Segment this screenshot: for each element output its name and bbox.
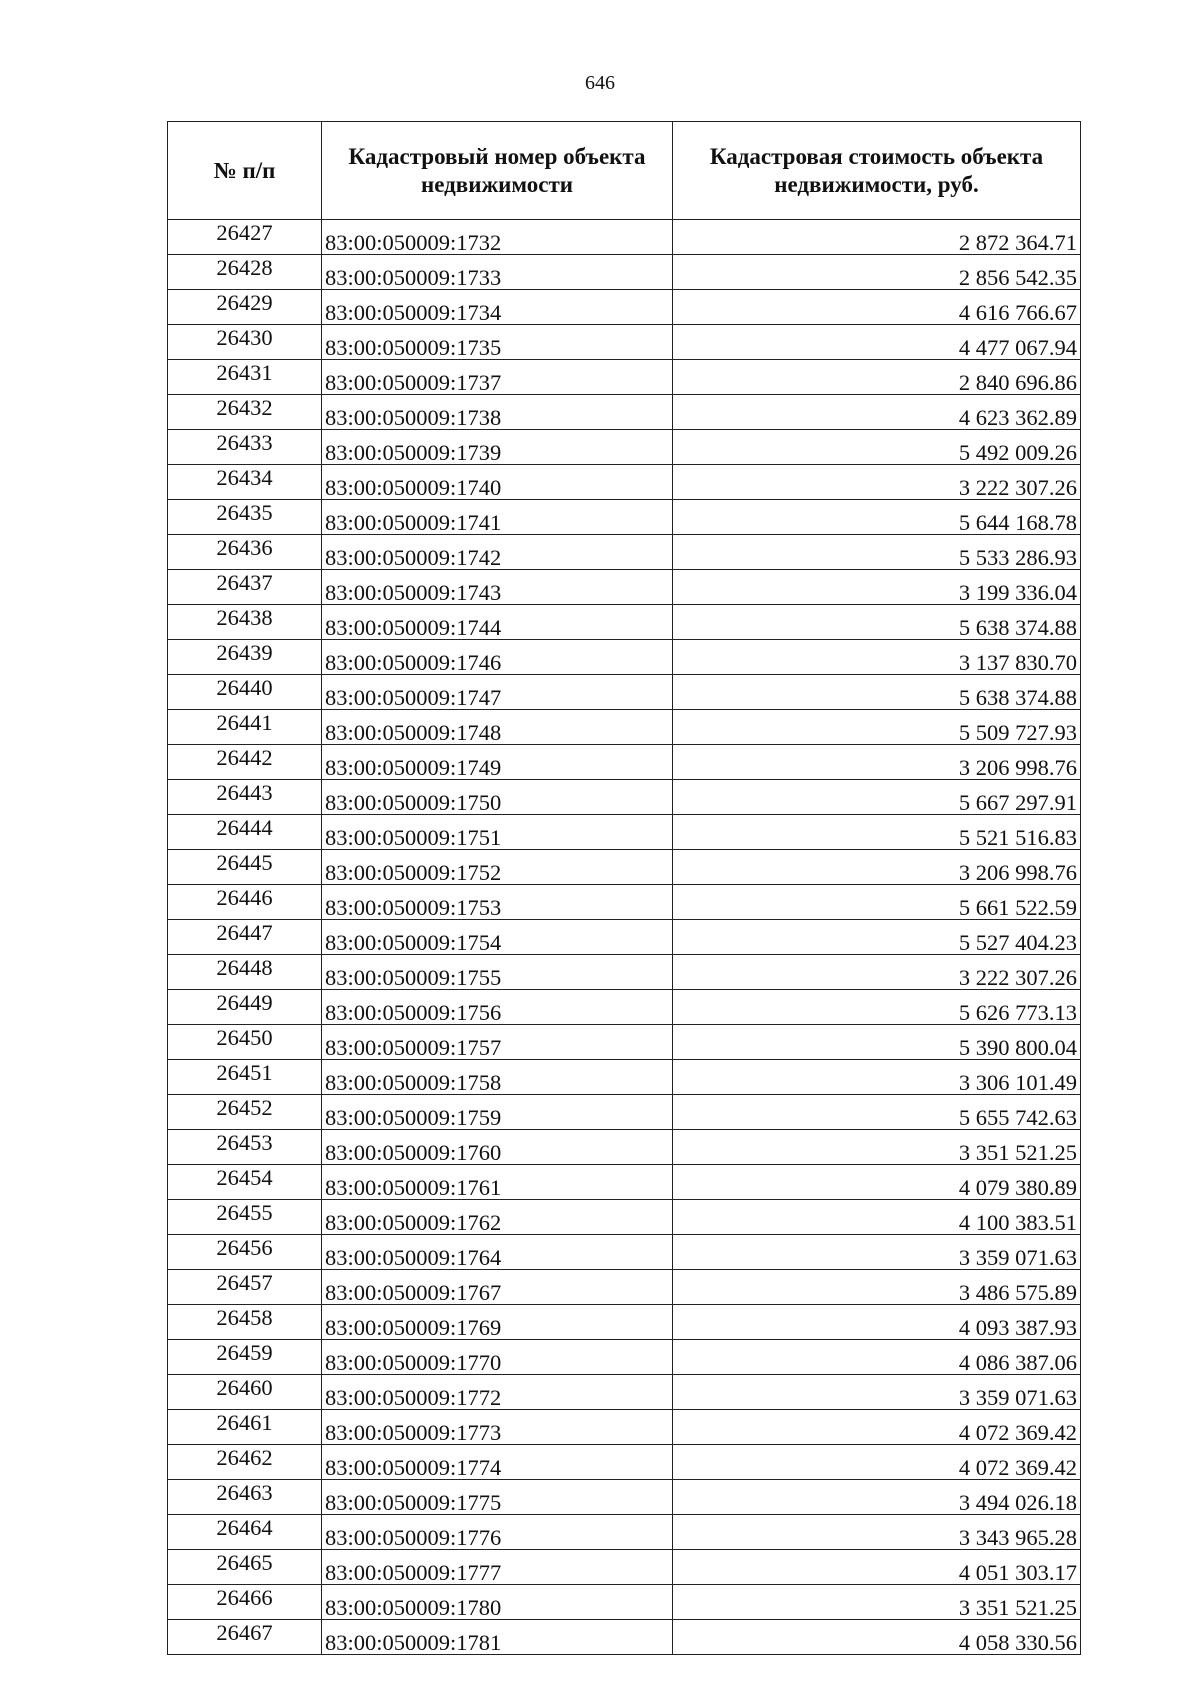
table-row bbox=[168, 395, 1081, 430]
table-row bbox=[168, 1585, 1081, 1620]
row-number-cell: 26437 bbox=[168, 570, 322, 605]
cadastral-value-cell: 3 486 575.89 bbox=[673, 1270, 1081, 1305]
cadastral-number-cell: 83:00:050009:1759 bbox=[322, 1095, 673, 1130]
cadastral-number-cell: 83:00:050009:1732 bbox=[322, 220, 673, 255]
cadastral-number-cell: 83:00:050009:1776 bbox=[322, 1515, 673, 1550]
table-row bbox=[168, 710, 1081, 745]
table-body bbox=[168, 220, 1081, 1655]
cadastral-value-cell: 3 206 998.76 bbox=[673, 850, 1081, 885]
table-row bbox=[168, 325, 1081, 360]
cadastral-number-cell: 83:00:050009:1773 bbox=[322, 1410, 673, 1445]
cadastral-number-cell: 83:00:050009:1743 bbox=[322, 570, 673, 605]
cadastral-value-cell: 3 343 965.28 bbox=[673, 1515, 1081, 1550]
cadastral-number-cell: 83:00:050009:1758 bbox=[322, 1060, 673, 1095]
row-number-cell: 26439 bbox=[168, 640, 322, 675]
cadastral-number-cell: 83:00:050009:1756 bbox=[322, 990, 673, 1025]
cadastral-value-cell: 4 623 362.89 bbox=[673, 395, 1081, 430]
page-number: 646 bbox=[585, 72, 615, 94]
table-row bbox=[168, 1480, 1081, 1515]
cadastral-number-cell: 83:00:050009:1733 bbox=[322, 255, 673, 290]
row-number-cell: 26444 bbox=[168, 815, 322, 850]
table-row bbox=[168, 675, 1081, 710]
cadastral-value-cell: 5 638 374.88 bbox=[673, 675, 1081, 710]
cadastral-value-cell: 3 306 101.49 bbox=[673, 1060, 1081, 1095]
table-row bbox=[168, 920, 1081, 955]
cadastral-value-cell: 3 222 307.26 bbox=[673, 465, 1081, 500]
cadastral-number-cell: 83:00:050009:1752 bbox=[322, 850, 673, 885]
cadastral-number-cell: 83:00:050009:1777 bbox=[322, 1550, 673, 1585]
table-row bbox=[168, 1270, 1081, 1305]
table-row bbox=[168, 360, 1081, 395]
cadastral-number-cell: 83:00:050009:1764 bbox=[322, 1235, 673, 1270]
cadastral-value-cell: 5 638 374.88 bbox=[673, 605, 1081, 640]
cadastral-number-cell: 83:00:050009:1747 bbox=[322, 675, 673, 710]
cadastral-number-cell: 83:00:050009:1780 bbox=[322, 1585, 673, 1620]
cadastral-number-cell: 83:00:050009:1740 bbox=[322, 465, 673, 500]
row-number-cell: 26443 bbox=[168, 780, 322, 815]
cadastral-number-cell: 83:00:050009:1739 bbox=[322, 430, 673, 465]
row-number-cell: 26445 bbox=[168, 850, 322, 885]
table-row bbox=[168, 1025, 1081, 1060]
cadastral-value-cell: 5 655 742.63 bbox=[673, 1095, 1081, 1130]
cadastral-number-cell: 83:00:050009:1749 bbox=[322, 745, 673, 780]
cadastral-value-cell: 3 359 071.63 bbox=[673, 1375, 1081, 1410]
row-number-cell: 26465 bbox=[168, 1550, 322, 1585]
cadastral-value-cell: 3 137 830.70 bbox=[673, 640, 1081, 675]
row-number-cell: 26428 bbox=[168, 255, 322, 290]
table-row bbox=[168, 745, 1081, 780]
header-row-number: № п/п bbox=[168, 122, 322, 220]
table-row bbox=[168, 1620, 1081, 1655]
row-number-cell: 26458 bbox=[168, 1305, 322, 1340]
cadastral-value-cell: 3 199 336.04 bbox=[673, 570, 1081, 605]
table-row bbox=[168, 605, 1081, 640]
row-number-cell: 26440 bbox=[168, 675, 322, 710]
cadastral-number-cell: 83:00:050009:1767 bbox=[322, 1270, 673, 1305]
table-row bbox=[168, 1095, 1081, 1130]
row-number-cell: 26431 bbox=[168, 360, 322, 395]
cadastral-value-cell: 5 667 297.91 bbox=[673, 780, 1081, 815]
cadastral-number-cell: 83:00:050009:1738 bbox=[322, 395, 673, 430]
cadastral-number-cell: 83:00:050009:1744 bbox=[322, 605, 673, 640]
cadastral-value-cell: 4 100 383.51 bbox=[673, 1200, 1081, 1235]
row-number-cell: 26446 bbox=[168, 885, 322, 920]
cadastral-value-cell: 4 072 369.42 bbox=[673, 1410, 1081, 1445]
cadastral-number-cell: 83:00:050009:1781 bbox=[322, 1620, 673, 1655]
row-number-cell: 26427 bbox=[168, 220, 322, 255]
row-number-cell: 26455 bbox=[168, 1200, 322, 1235]
table-row bbox=[168, 570, 1081, 605]
cadastral-value-cell: 5 390 800.04 bbox=[673, 1025, 1081, 1060]
row-number-cell: 26432 bbox=[168, 395, 322, 430]
table-row bbox=[168, 465, 1081, 500]
cadastral-value-cell: 4 477 067.94 bbox=[673, 325, 1081, 360]
table-row bbox=[168, 850, 1081, 885]
cadastral-value-cell: 3 206 998.76 bbox=[673, 745, 1081, 780]
table-row bbox=[168, 1305, 1081, 1340]
cadastral-value-cell: 2 856 542.35 bbox=[673, 255, 1081, 290]
row-number-cell: 26463 bbox=[168, 1480, 322, 1515]
cadastral-number-cell: 83:00:050009:1753 bbox=[322, 885, 673, 920]
cadastral-value-cell: 4 072 369.42 bbox=[673, 1445, 1081, 1480]
cadastral-number-cell: 83:00:050009:1754 bbox=[322, 920, 673, 955]
table-row bbox=[168, 1375, 1081, 1410]
row-number-cell: 26454 bbox=[168, 1165, 322, 1200]
row-number-cell: 26442 bbox=[168, 745, 322, 780]
table-row bbox=[168, 290, 1081, 325]
cadastral-value-cell: 3 359 071.63 bbox=[673, 1235, 1081, 1270]
row-number-cell: 26450 bbox=[168, 1025, 322, 1060]
row-number-cell: 26441 bbox=[168, 710, 322, 745]
cadastral-value-cell: 4 093 387.93 bbox=[673, 1305, 1081, 1340]
table-row bbox=[168, 1445, 1081, 1480]
table-row bbox=[168, 1515, 1081, 1550]
row-number-cell: 26448 bbox=[168, 955, 322, 990]
row-number-cell: 26430 bbox=[168, 325, 322, 360]
cadastral-number-cell: 83:00:050009:1757 bbox=[322, 1025, 673, 1060]
cadastral-value-cell: 4 051 303.17 bbox=[673, 1550, 1081, 1585]
row-number-cell: 26467 bbox=[168, 1620, 322, 1655]
cadastral-value-cell: 5 521 516.83 bbox=[673, 815, 1081, 850]
table-row bbox=[168, 640, 1081, 675]
cadastral-value-cell: 4 058 330.56 bbox=[673, 1620, 1081, 1655]
table-row bbox=[168, 815, 1081, 850]
table-header bbox=[168, 122, 1081, 220]
cadastral-number-cell: 83:00:050009:1772 bbox=[322, 1375, 673, 1410]
table-row bbox=[168, 1235, 1081, 1270]
cadastral-value-cell: 5 644 168.78 bbox=[673, 500, 1081, 535]
cadastral-number-cell: 83:00:050009:1748 bbox=[322, 710, 673, 745]
row-number-cell: 26461 bbox=[168, 1410, 322, 1445]
row-number-cell: 26466 bbox=[168, 1585, 322, 1620]
cadastral-value-cell: 4 079 380.89 bbox=[673, 1165, 1081, 1200]
cadastral-number-cell: 83:00:050009:1746 bbox=[322, 640, 673, 675]
table-row bbox=[168, 1130, 1081, 1165]
cadastral-number-cell: 83:00:050009:1769 bbox=[322, 1305, 673, 1340]
header-cadastral-value: Кадастровая стоимость объекта недвижимости, руб. bbox=[673, 122, 1081, 220]
cadastral-value-cell: 3 222 307.26 bbox=[673, 955, 1081, 990]
row-number-cell: 26453 bbox=[168, 1130, 322, 1165]
row-number-cell: 26434 bbox=[168, 465, 322, 500]
cadastral-value-cell: 5 527 404.23 bbox=[673, 920, 1081, 955]
cadastral-number-cell: 83:00:050009:1741 bbox=[322, 500, 673, 535]
cadastral-number-cell: 83:00:050009:1760 bbox=[322, 1130, 673, 1165]
cadastral-number-cell: 83:00:050009:1761 bbox=[322, 1165, 673, 1200]
cadastral-number-cell: 83:00:050009:1770 bbox=[322, 1340, 673, 1375]
table-row bbox=[168, 1410, 1081, 1445]
row-number-cell: 26449 bbox=[168, 990, 322, 1025]
cadastral-value-cell: 5 509 727.93 bbox=[673, 710, 1081, 745]
row-number-cell: 26459 bbox=[168, 1340, 322, 1375]
table-row bbox=[168, 255, 1081, 290]
cadastral-value-cell: 5 626 773.13 bbox=[673, 990, 1081, 1025]
cadastral-value-table bbox=[167, 121, 1081, 1655]
row-number-cell: 26433 bbox=[168, 430, 322, 465]
table-row bbox=[168, 955, 1081, 990]
table-row bbox=[168, 430, 1081, 465]
row-number-cell: 26435 bbox=[168, 500, 322, 535]
cadastral-value-cell: 5 661 522.59 bbox=[673, 885, 1081, 920]
row-number-cell: 26464 bbox=[168, 1515, 322, 1550]
cadastral-number-cell: 83:00:050009:1735 bbox=[322, 325, 673, 360]
cadastral-value-cell: 5 533 286.93 bbox=[673, 535, 1081, 570]
table-row bbox=[168, 1200, 1081, 1235]
cadastral-number-cell: 83:00:050009:1774 bbox=[322, 1445, 673, 1480]
table-row bbox=[168, 220, 1081, 255]
row-number-cell: 26451 bbox=[168, 1060, 322, 1095]
header-row bbox=[168, 122, 1081, 220]
row-number-cell: 26452 bbox=[168, 1095, 322, 1130]
row-number-cell: 26429 bbox=[168, 290, 322, 325]
table-row bbox=[168, 780, 1081, 815]
cadastral-number-cell: 83:00:050009:1734 bbox=[322, 290, 673, 325]
table-row bbox=[168, 535, 1081, 570]
cadastral-number-cell: 83:00:050009:1750 bbox=[322, 780, 673, 815]
table-row bbox=[168, 990, 1081, 1025]
cadastral-value-cell: 4 086 387.06 bbox=[673, 1340, 1081, 1375]
cadastral-value-cell: 3 351 521.25 bbox=[673, 1130, 1081, 1165]
table-row bbox=[168, 1060, 1081, 1095]
table-row bbox=[168, 885, 1081, 920]
cadastral-value-cell: 2 840 696.86 bbox=[673, 360, 1081, 395]
cadastral-number-cell: 83:00:050009:1737 bbox=[322, 360, 673, 395]
row-number-cell: 26436 bbox=[168, 535, 322, 570]
cadastral-number-cell: 83:00:050009:1742 bbox=[322, 535, 673, 570]
cadastral-value-cell: 3 351 521.25 bbox=[673, 1585, 1081, 1620]
table-row bbox=[168, 500, 1081, 535]
table-row bbox=[168, 1340, 1081, 1375]
row-number-cell: 26447 bbox=[168, 920, 322, 955]
header-cadastral-number: Кадастровый номер объекта недвижимости bbox=[322, 122, 673, 220]
cadastral-value-cell: 4 616 766.67 bbox=[673, 290, 1081, 325]
cadastral-number-cell: 83:00:050009:1762 bbox=[322, 1200, 673, 1235]
cadastral-value-cell: 5 492 009.26 bbox=[673, 430, 1081, 465]
table-row bbox=[168, 1165, 1081, 1200]
cadastral-number-cell: 83:00:050009:1751 bbox=[322, 815, 673, 850]
row-number-cell: 26462 bbox=[168, 1445, 322, 1480]
row-number-cell: 26460 bbox=[168, 1375, 322, 1410]
cadastral-value-cell: 2 872 364.71 bbox=[673, 220, 1081, 255]
cadastral-number-cell: 83:00:050009:1755 bbox=[322, 955, 673, 990]
row-number-cell: 26456 bbox=[168, 1235, 322, 1270]
row-number-cell: 26457 bbox=[168, 1270, 322, 1305]
cadastral-value-cell: 3 494 026.18 bbox=[673, 1480, 1081, 1515]
cadastral-number-cell: 83:00:050009:1775 bbox=[322, 1480, 673, 1515]
table-row bbox=[168, 1550, 1081, 1585]
row-number-cell: 26438 bbox=[168, 605, 322, 640]
